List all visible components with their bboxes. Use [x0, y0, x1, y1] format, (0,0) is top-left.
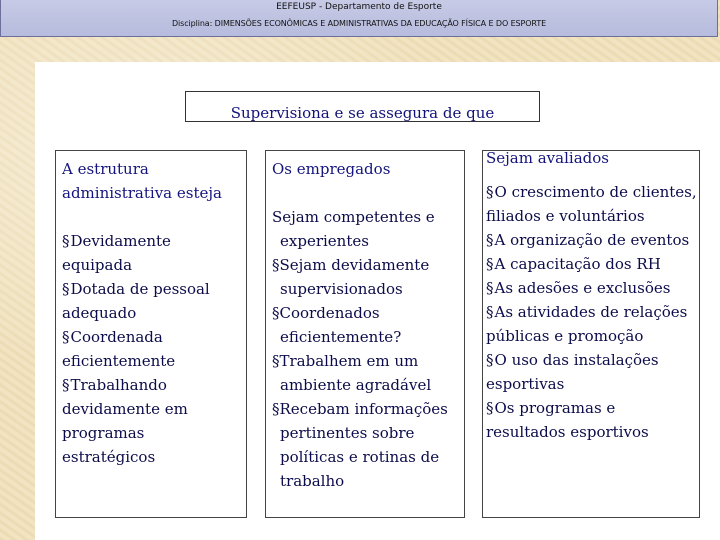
section-bullet-icon: § [272, 400, 280, 418]
list-item: §O crescimento de clientes, filiados e voluntários [486, 183, 697, 225]
section-bullet-icon: § [486, 303, 494, 321]
list-item: §Trabalhando devidamente em programas estratégicos [62, 376, 188, 466]
column-employees-text [272, 157, 460, 493]
list-item: §As adesões e exclusões [486, 279, 671, 297]
list-item: §Coordenados eficientemente? [272, 304, 402, 346]
course-title: Disciplina: DIMENSÕES ECONÔMICAS E ADMINISTRATIVAS DA EDUCAÇÃO FÍSICA E DO ESPORTE [171, 19, 547, 28]
section-bullet-icon: § [272, 352, 280, 370]
list-item: §A capacitação dos RH [486, 255, 661, 273]
list-item: §Sejam devidamente supervisionados [272, 256, 430, 298]
section-bullet-icon: § [486, 255, 494, 273]
list-item: §O uso das instalações esportivas [486, 351, 659, 393]
section-bullet-icon: § [62, 232, 70, 250]
section-bullet-icon: § [486, 351, 494, 369]
section-bullet-icon: § [62, 280, 70, 298]
section-bullet-icon: § [486, 399, 494, 417]
column-heading: A estrutura administrativa esteja [62, 160, 222, 202]
list-item: §Dotada de pessoal adequado [62, 280, 210, 322]
section-bullet-icon: § [62, 376, 70, 394]
section-bullet-icon: § [486, 279, 494, 297]
section-bullet-icon: § [62, 328, 70, 346]
list-item: Sejam competentes e experientes [272, 208, 435, 250]
list-item: §Coordenada eficientemente [62, 328, 176, 370]
column-heading: Os empregados [272, 160, 391, 178]
spacer [272, 181, 460, 205]
section-bullet-icon: § [272, 256, 280, 274]
column-structure-text [62, 157, 242, 469]
column-evaluated-text [486, 146, 698, 444]
list-item: §A organização de eventos [486, 231, 690, 249]
list-item: §Devidamente equipada [62, 232, 171, 274]
list-item: §Recebam informações pertinentes sobre políticas e rotinas de trabalho [272, 400, 448, 490]
section-bullet-icon: § [486, 183, 494, 201]
spacer [62, 205, 242, 229]
department-title: EEFEUSP - Departamento de Esporte [276, 2, 442, 12]
section-bullet-icon: § [272, 304, 280, 322]
section-bullet-icon: § [486, 231, 494, 249]
list-item: §Trabalhem em um ambiente agradável [272, 352, 432, 394]
list-item: §Os programas e resultados esportivos [486, 399, 649, 441]
list-item: §As atividades de relações públicas e promoção [486, 303, 688, 345]
slide-header [0, 0, 718, 37]
slide-title: Supervisiona e se assegura de que [185, 91, 540, 122]
column-heading: Sejam avaliados [486, 149, 609, 167]
